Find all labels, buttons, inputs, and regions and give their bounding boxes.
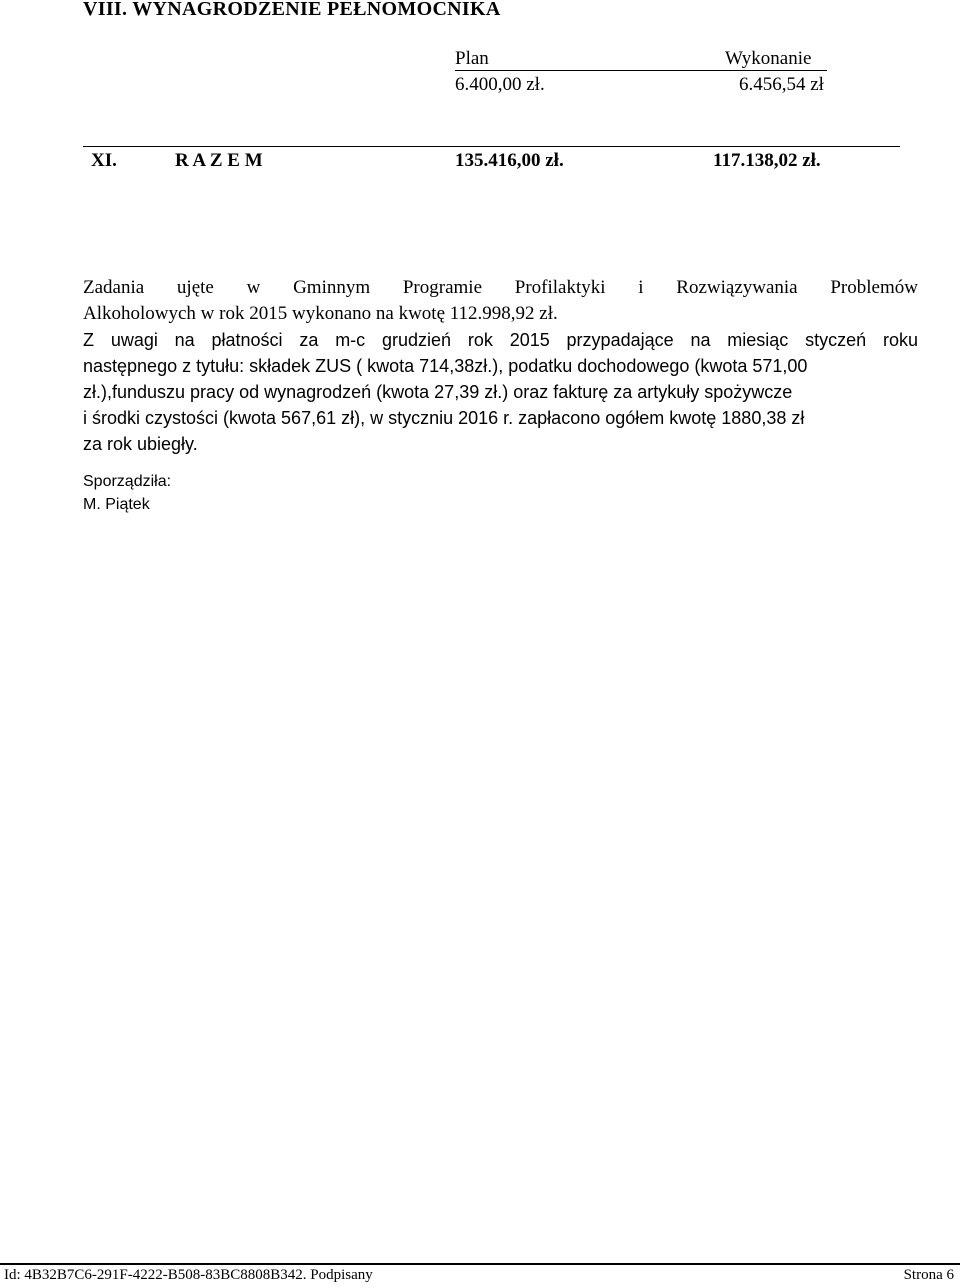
paragraph2-line4: i środki czystości (kwota 567,61 zł), w styczniu 2016 r. zapłacono ogółem kwotę 1880,38 zł [83,408,805,428]
word: ujęte [176,277,214,298]
paragraph-alcohol-program [83,275,918,327]
word: i [638,277,644,298]
footer-separator-line [0,1263,960,1265]
paragraph1-line1 [83,275,918,301]
paragraph2-line2: następnego z tytułu: składek ZUS ( kwota 714,38zł.), podatku dochodowego (kwota 571,00 [83,356,808,376]
word: Gminnym [293,277,371,298]
total-plan: 135.416,00 zł. [455,150,564,171]
word: za [299,330,319,350]
word: Problemów [830,277,918,298]
word: miesiąc [727,330,789,350]
footer-page-number: Strona 6 [903,1267,954,1283]
section-heading: VIII. WYNAGRODZENIE PEŁNOMOCNIKA [83,0,501,20]
word: Profilaktyki [514,277,606,298]
total-separator-line [83,146,900,147]
word: uwagi [110,330,158,350]
total-number: XI. [91,150,117,171]
word: w [246,277,261,298]
signature-label: Sporządziła: [83,473,172,490]
plan-value: 6.400,00 zł. [455,74,545,95]
total-label: R A Z E M [175,150,263,171]
paragraph2-line3: zł.),funduszu pracy od wynagrodzeń (kwota 27,39 zł.) oraz fakturę za artykuły spożywcze [83,382,793,402]
paragraph2-line5: za rok ubiegły. [83,434,198,454]
word: 2015 [509,330,550,350]
amounts-underline [455,70,827,71]
word: Z [83,330,94,350]
wykonanie-label: Wykonanie [725,48,812,69]
paragraph-payments [83,327,918,457]
paragraph1-line2: Alkoholowych w rok 2015 wykonano na kwotę 112.998,92 zł. [83,303,558,324]
word: Rozwiązywania [676,277,798,298]
total-wykonanie: 117.138,02 zł. [713,150,821,171]
word: na [690,330,711,350]
word: rok [467,330,493,350]
word: płatności [211,330,283,350]
word: Programie [402,277,483,298]
paragraph2-line1 [83,327,918,353]
word: Zadania [83,277,145,298]
footer-document-id: Id: 4B32B7C6-291F-4222-B508-83BC8808B342. Podpisany [4,1267,373,1283]
word: m-c [335,330,366,350]
plan-label: Plan [455,48,489,69]
word: styczeń [805,330,867,350]
word: grudzień [382,330,452,350]
word: przypadające [566,330,674,350]
wykonanie-value: 6.456,54 zł [739,74,824,95]
word: na [174,330,195,350]
word: roku [882,330,918,350]
signature-name: M. Piątek [83,496,150,513]
